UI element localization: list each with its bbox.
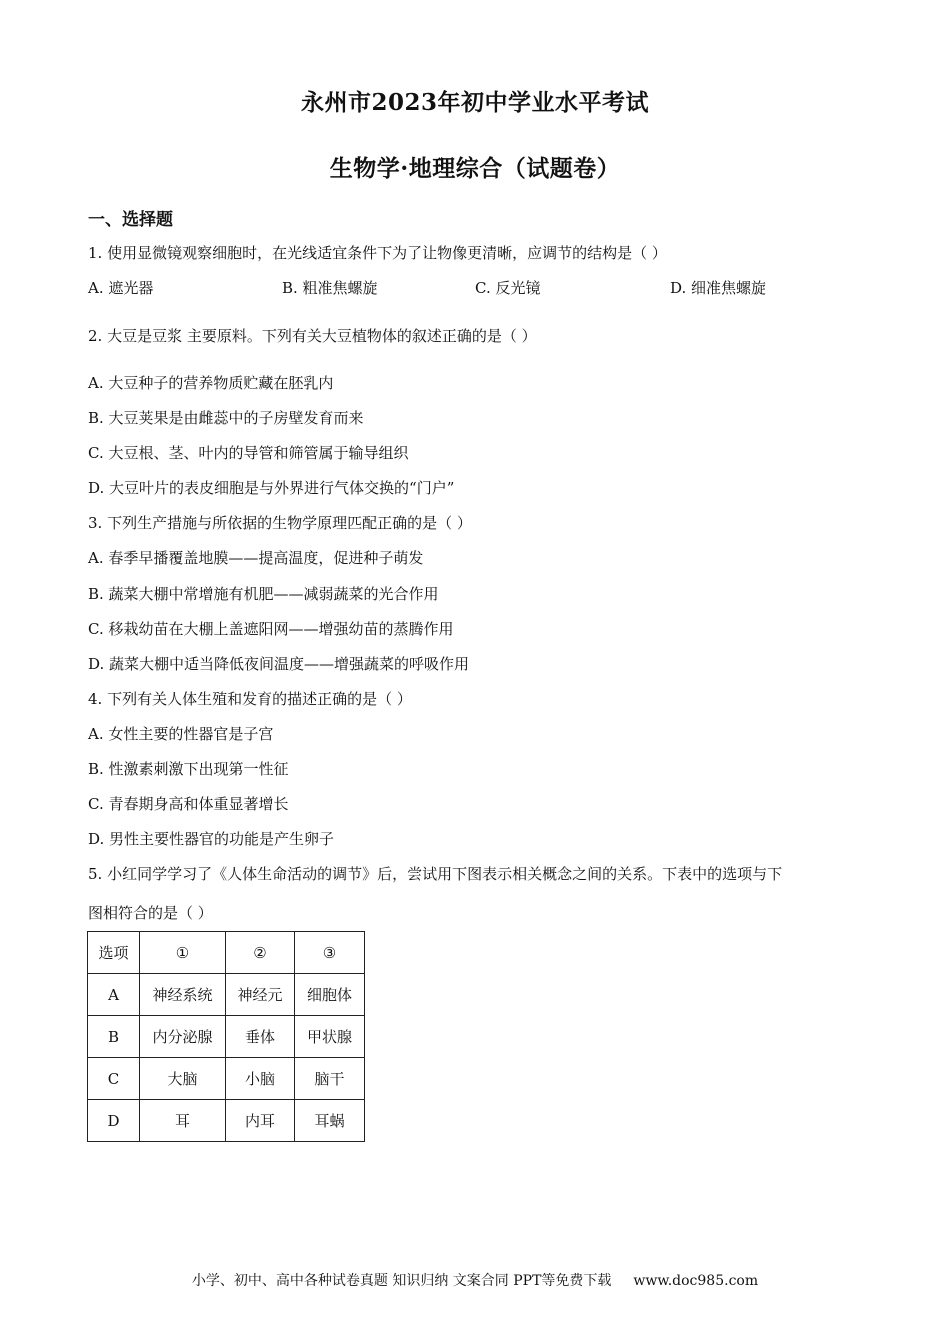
table-row xyxy=(88,974,365,1016)
question-1-option-d: D. 细准焦螺旋 xyxy=(670,279,767,297)
exam-title: 永州市2023年初中学业水平考试 xyxy=(300,89,649,116)
table-cell: 小脑 xyxy=(226,1058,295,1100)
question-4-option-d: D. 男性主要性器官的功能是产生卵子 xyxy=(88,830,335,848)
table-cell: 垂体 xyxy=(226,1016,295,1058)
question-1-option-b: B. 粗准焦螺旋 xyxy=(282,279,378,297)
question-3-option-a: A. 春季早播覆盖地膜——提高温度，促进种子萌发 xyxy=(88,549,424,567)
table-header-row xyxy=(88,932,365,974)
question-1-option-c: C. 反光镜 xyxy=(475,279,541,297)
footer-url-link[interactable]: www.doc985.com xyxy=(633,1273,759,1289)
table-cell: 大脑 xyxy=(140,1058,226,1100)
page-footer xyxy=(0,1270,950,1290)
question-3-stem: 3. 下列生产措施与所依据的生物学原理匹配正确的是（ ） xyxy=(88,514,472,532)
table-cell: 耳 xyxy=(140,1100,226,1142)
table-cell: 细胞体 xyxy=(295,974,365,1016)
table-header-cell: ① xyxy=(140,932,226,974)
question-2-option-b: B. 大豆荚果是由雌蕊中的子房壁发育而来 xyxy=(88,409,364,427)
table-cell: C xyxy=(88,1058,140,1100)
table-cell: 神经系统 xyxy=(140,974,226,1016)
exam-subtitle: 生物学·地理综合（试题卷） xyxy=(329,155,621,182)
table-cell: 内耳 xyxy=(226,1100,295,1142)
question-2-stem: 2. 大豆是豆浆 主要原料。下列有关大豆植物体的叙述正确的是（ ） xyxy=(88,327,537,345)
question-2-option-d: D. 大豆叶片的表皮细胞是与外界进行气体交换的“门户” xyxy=(88,479,455,497)
question-4-option-b: B. 性激素刺激下出现第一性征 xyxy=(88,760,289,778)
section-heading: 一、选择题 xyxy=(88,210,173,230)
question-5-table xyxy=(87,931,365,1142)
question-4-option-a: A. 女性主要的性器官是子宫 xyxy=(88,725,274,743)
table-cell: 脑干 xyxy=(295,1058,365,1100)
question-2-option-a: A. 大豆种子的营养物质贮藏在胚乳内 xyxy=(88,374,334,392)
table-header-cell: ② xyxy=(226,932,295,974)
table-row xyxy=(88,1100,365,1142)
question-5-stem-line-2: 图相符合的是（ ） xyxy=(88,904,213,922)
question-2-option-c: C. 大豆根、茎、叶内的导管和筛管属于输导组织 xyxy=(88,444,409,462)
table-header-cell: 选项 xyxy=(88,932,140,974)
question-5-stem-line-1: 5. 小红同学学习了《人体生命活动的调节》后，尝试用下图表示相关概念之间的关系。下表中的选项与下 xyxy=(88,865,783,883)
question-4-stem: 4. 下列有关人体生殖和发育的描述正确的是（ ） xyxy=(88,690,412,708)
question-1-option-a: A. 遮光器 xyxy=(88,279,154,297)
question-3-option-b: B. 蔬菜大棚中常增施有机肥——减弱蔬菜的光合作用 xyxy=(88,585,439,603)
question-3-option-d: D. 蔬菜大棚中适当降低夜间温度——增强蔬菜的呼吸作用 xyxy=(88,655,470,673)
table-cell: 耳蜗 xyxy=(295,1100,365,1142)
question-3-option-c: C. 移栽幼苗在大棚上盖遮阳网——增强幼苗的蒸腾作用 xyxy=(88,620,454,638)
table-cell: 甲状腺 xyxy=(295,1016,365,1058)
table-header-cell: ③ xyxy=(295,932,365,974)
table-cell: 神经元 xyxy=(226,974,295,1016)
table-cell: A xyxy=(88,974,140,1016)
table-cell: B xyxy=(88,1016,140,1058)
table-cell: 内分泌腺 xyxy=(140,1016,226,1058)
footer-text: 小学、初中、高中各种试卷真题 知识归纳 文案合同 PPT等免费下载 xyxy=(191,1273,612,1289)
table-row xyxy=(88,1058,365,1100)
table-row xyxy=(88,1016,365,1058)
table-cell: D xyxy=(88,1100,140,1142)
question-1-stem: 1. 使用显微镜观察细胞时，在光线适宜条件下为了让物像更清晰，应调节的结构是（ ） xyxy=(88,244,667,262)
question-4-option-c: C. 青春期身高和体重显著增长 xyxy=(88,795,289,813)
